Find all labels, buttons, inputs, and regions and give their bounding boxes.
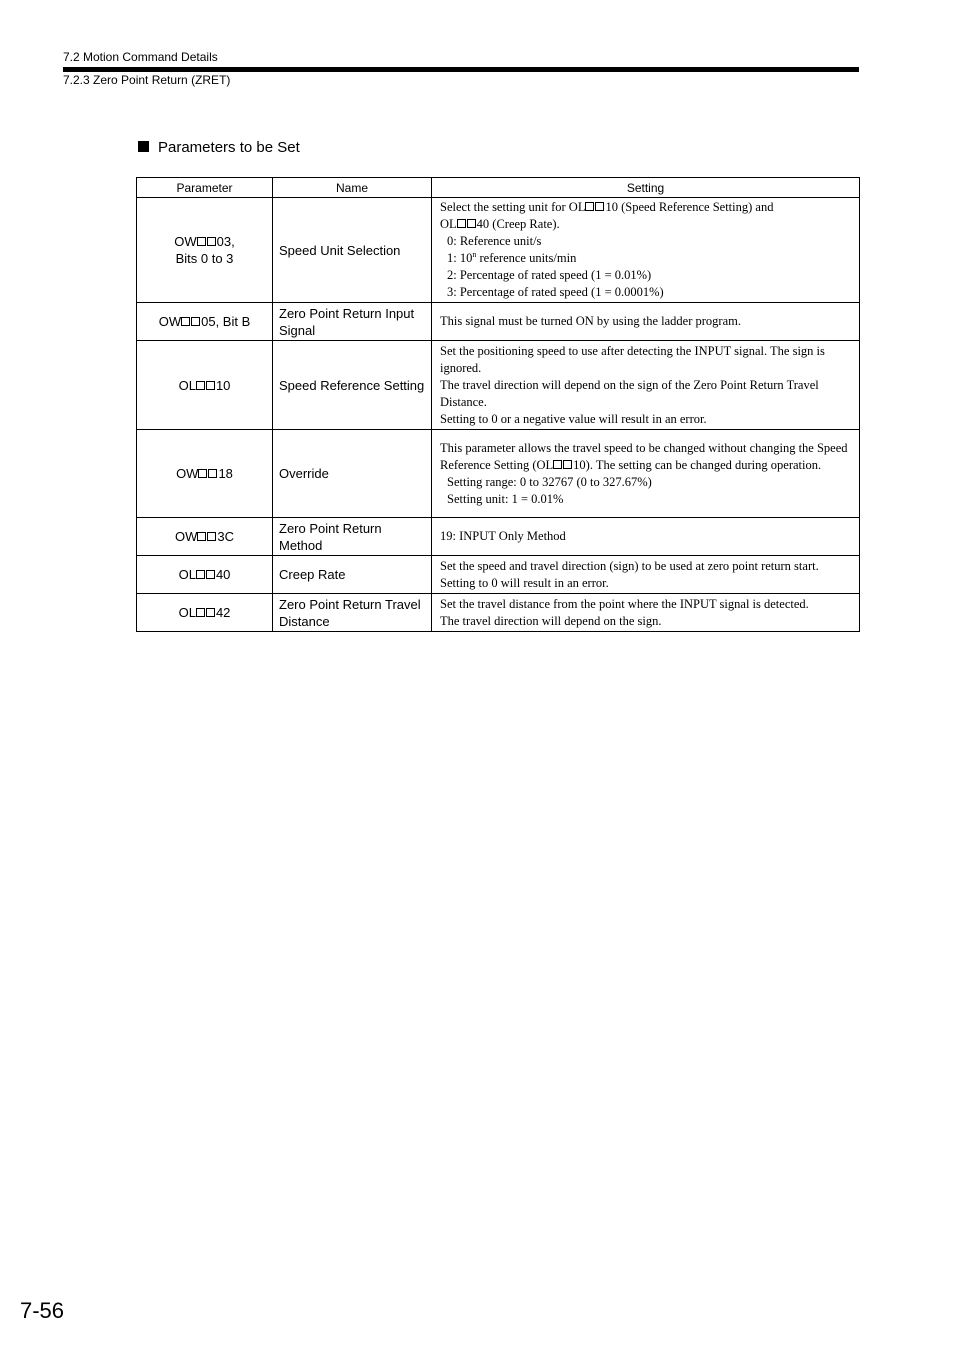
setting-option: 1: 10 <box>447 251 473 265</box>
name-cell: Creep Rate <box>273 556 432 594</box>
setting-text: 10 (Speed Reference Setting) and <box>605 200 774 214</box>
setting-cell: This signal must be turned ON by using the ladder program. <box>432 303 860 341</box>
parameter-cell <box>137 594 273 632</box>
param-suffix: 40 <box>215 567 231 582</box>
setting-text: OL <box>440 217 457 231</box>
param-prefix: OL <box>178 605 196 620</box>
setting-text: Setting range: 0 to 32767 (0 to 327.67%) <box>447 474 652 489</box>
placeholder-box-icon <box>553 460 562 469</box>
param-prefix: OW <box>174 234 197 249</box>
setting-cell <box>432 594 860 632</box>
name-cell: Zero Point Return Travel Distance <box>273 594 432 632</box>
setting-cell <box>432 341 860 430</box>
placeholder-box-icon <box>563 460 572 469</box>
table-row <box>137 594 860 632</box>
name-cell: Zero Point Return Input Signal <box>273 303 432 341</box>
section-heading <box>138 139 300 156</box>
running-header-section: 7.2 Motion Command Details <box>63 50 218 64</box>
param-suffix: 03, <box>216 234 235 249</box>
setting-text: 40 (Creep Rate). <box>476 217 560 231</box>
table-row <box>137 430 860 518</box>
parameter-cell <box>137 518 273 556</box>
placeholder-box-icon <box>198 469 207 478</box>
placeholder-box-icon <box>197 237 206 246</box>
table-row <box>137 518 860 556</box>
placeholder-box-icon <box>196 608 205 617</box>
param-prefix: OW <box>176 466 199 481</box>
setting-cell: 19: INPUT Only Method <box>432 518 860 556</box>
setting-text: Set the speed and travel direction (sign) to be used at zero point return start. <box>440 558 819 573</box>
parameters-table <box>136 177 860 632</box>
param-suffix: 18 <box>218 466 233 481</box>
name-cell: Zero Point Return Method <box>273 518 432 556</box>
setting-text: Setting to 0 or a negative value will result in an error. <box>440 411 707 426</box>
page-number: 7-56 <box>20 1298 65 1323</box>
running-header-subsection: 7.2.3 Zero Point Return (ZRET) <box>63 73 231 87</box>
setting-cell <box>432 430 860 518</box>
placeholder-box-icon <box>197 532 206 541</box>
setting-cell <box>432 198 860 303</box>
param-suffix: 42 <box>215 605 231 620</box>
placeholder-box-icon <box>208 469 217 478</box>
param-prefix: OW <box>174 529 198 544</box>
section-title: Parameters to be Set <box>158 139 300 156</box>
exponent: n <box>472 249 477 259</box>
header-rule <box>63 67 859 72</box>
column-header-parameter: Parameter <box>137 178 273 198</box>
placeholder-box-icon <box>206 570 215 579</box>
param-bits: Bits 0 to 3 <box>175 251 234 266</box>
setting-text: The travel direction will depend on the sign of the Zero Point Return Travel Distance. <box>440 377 819 409</box>
placeholder-box-icon <box>457 219 466 228</box>
param-prefix: OL <box>178 377 196 393</box>
param-prefix: OW <box>158 314 182 329</box>
column-header-setting: Setting <box>432 178 860 198</box>
placeholder-box-icon <box>467 219 476 228</box>
setting-text: The travel direction will depend on the sign. <box>440 613 662 628</box>
setting-option: 3: Percentage of rated speed (1 = 0.0001%) <box>447 285 664 299</box>
setting-option: 2: Percentage of rated speed (1 = 0.01%) <box>447 268 652 282</box>
table-row <box>137 303 860 341</box>
param-suffix: 05, Bit B <box>201 314 251 329</box>
table-row <box>137 556 860 594</box>
placeholder-box-icon <box>206 381 215 390</box>
setting-text: Select the setting unit for OL <box>440 200 586 214</box>
parameter-cell <box>137 430 273 518</box>
setting-text: Set the positioning speed to use after detecting the INPUT signal. The sign is ignored. <box>440 343 825 375</box>
parameter-cell <box>137 556 273 594</box>
setting-text: This parameter allows the travel speed to be changed without changing the Speed Reference Setting (OL <box>440 440 848 472</box>
placeholder-box-icon <box>585 202 594 211</box>
placeholder-box-icon <box>196 570 205 579</box>
placeholder-box-icon <box>196 381 205 390</box>
setting-option: reference units/min <box>476 251 577 265</box>
name-cell: Speed Unit Selection <box>273 198 432 303</box>
table-row <box>137 341 860 430</box>
parameter-cell <box>137 198 273 303</box>
placeholder-box-icon <box>595 202 604 211</box>
parameter-cell <box>137 341 273 430</box>
placeholder-box-icon <box>181 317 190 326</box>
setting-cell <box>432 556 860 594</box>
setting-text: Setting to 0 will result in an error. <box>440 575 609 590</box>
table-header-row <box>137 178 860 198</box>
param-suffix: 3C <box>217 529 234 544</box>
param-suffix: 10 <box>215 377 231 393</box>
placeholder-box-icon <box>207 532 216 541</box>
placeholder-box-icon <box>191 317 200 326</box>
setting-text: Setting unit: 1 = 0.01% <box>447 491 564 506</box>
placeholder-box-icon <box>207 237 216 246</box>
param-prefix: OL <box>178 567 196 582</box>
table-row <box>137 198 860 303</box>
parameter-cell <box>137 303 273 341</box>
setting-text: Set the travel distance from the point where the INPUT signal is detected. <box>440 596 809 611</box>
name-cell: Override <box>273 430 432 518</box>
bullet-square-icon <box>138 141 149 152</box>
setting-option: 0: Reference unit/s <box>447 234 542 248</box>
setting-text: 10). The setting can be changed during operation. <box>573 457 822 472</box>
name-cell: Speed Reference Setting <box>273 341 432 430</box>
column-header-name: Name <box>273 178 432 198</box>
placeholder-box-icon <box>206 608 215 617</box>
